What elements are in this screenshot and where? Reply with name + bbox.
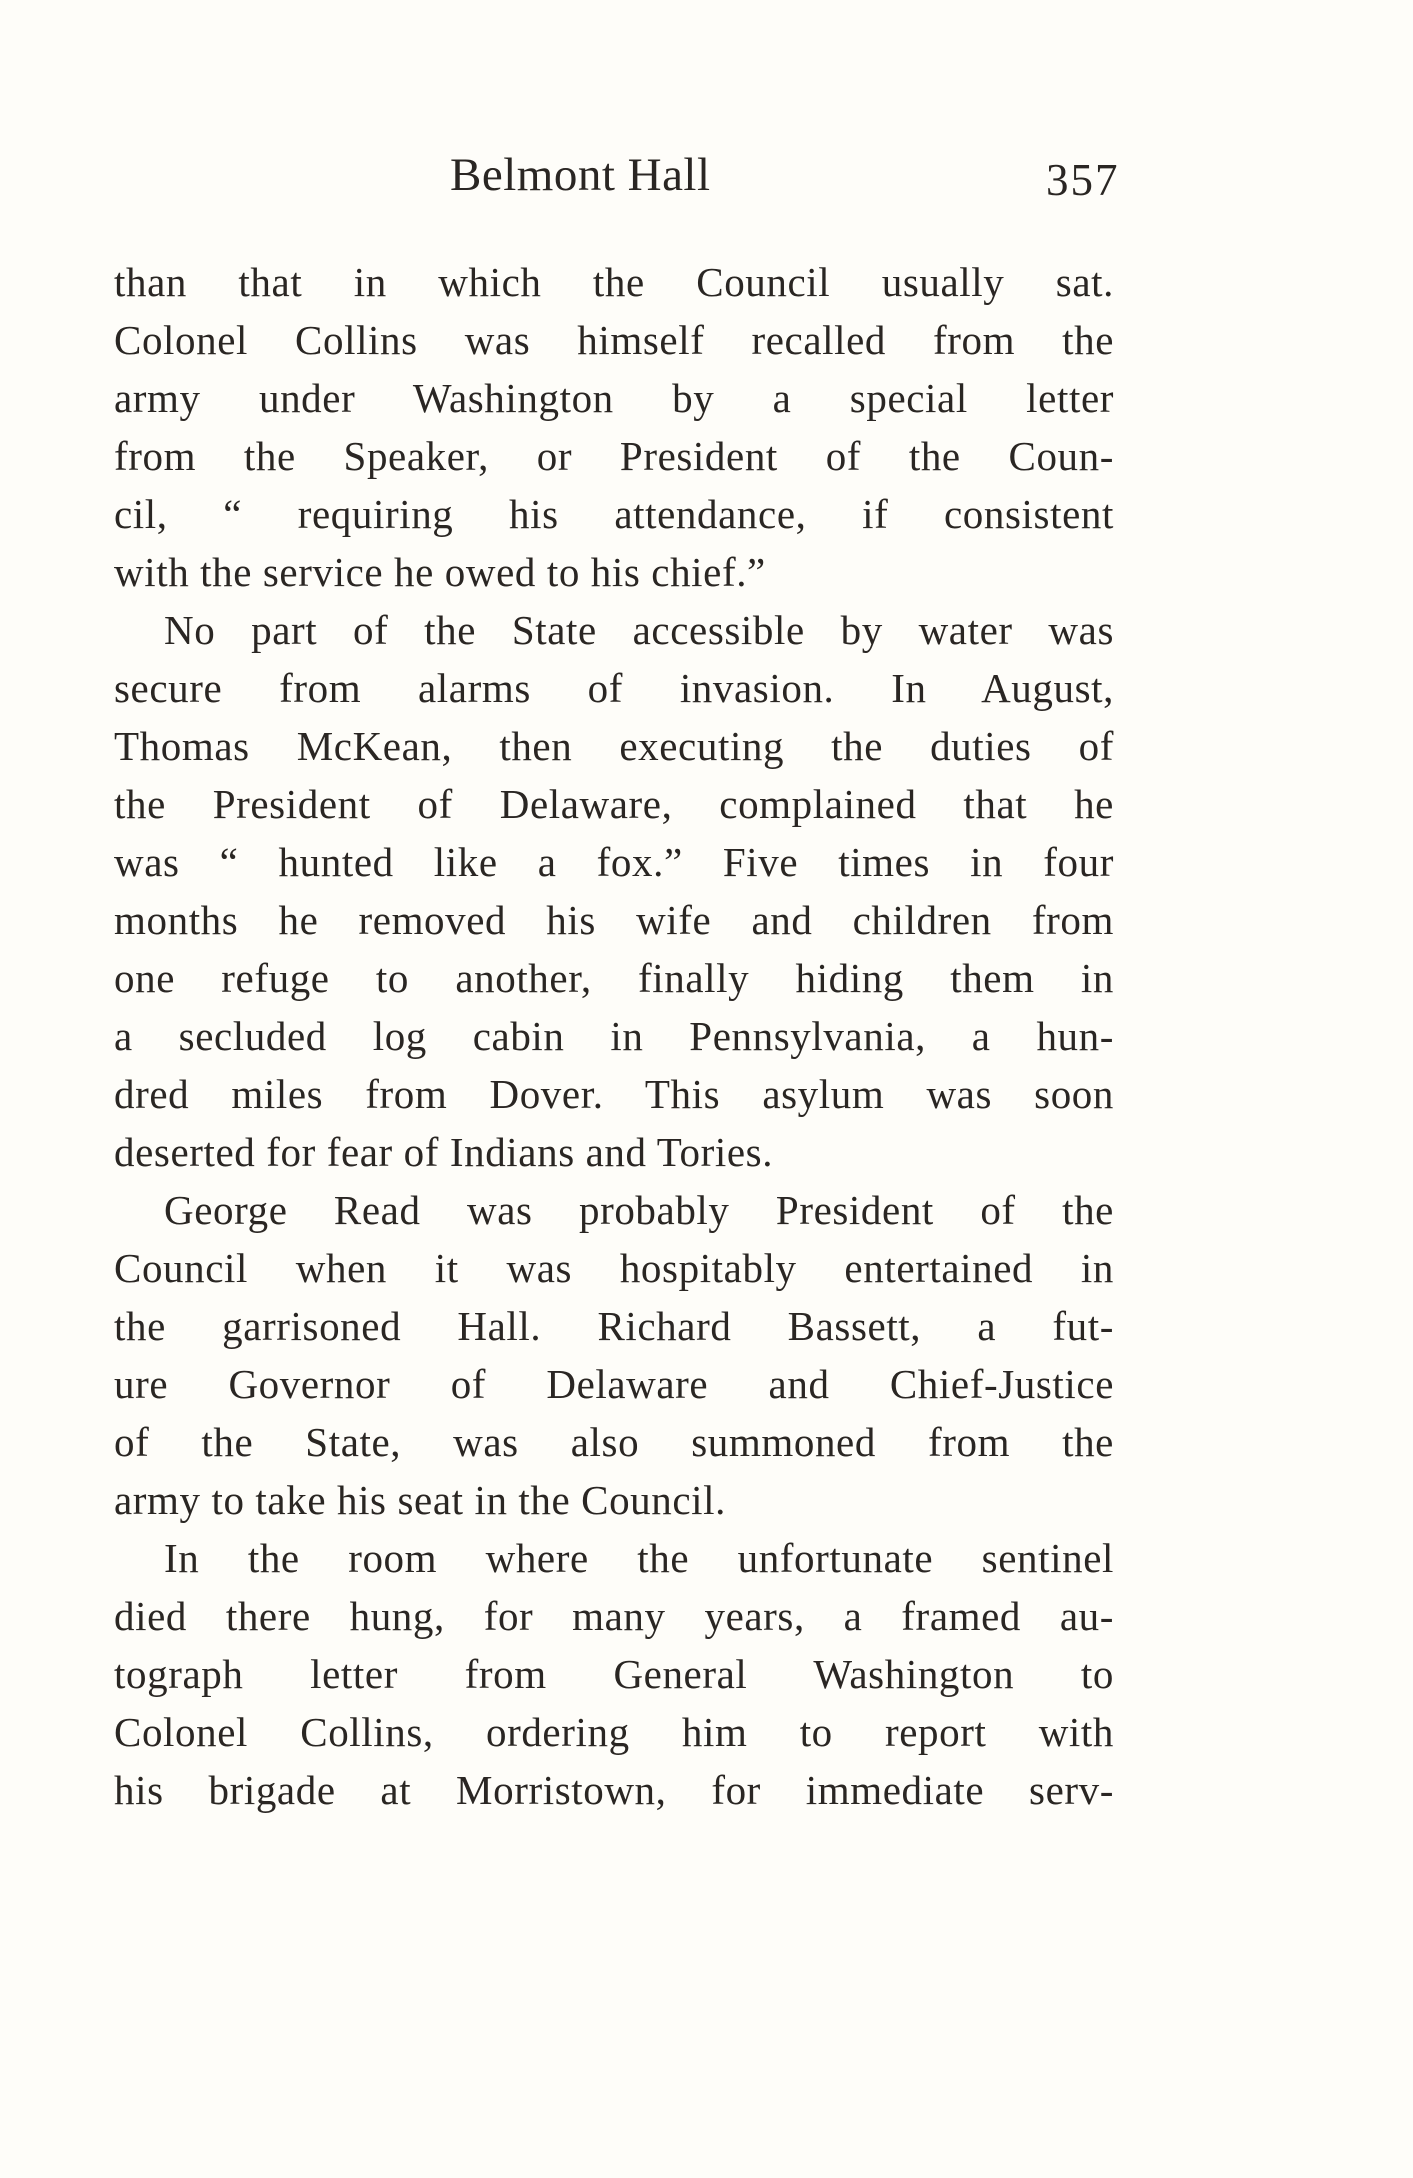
text-line: George Read was probably President of the <box>164 1187 1114 1233</box>
running-head <box>0 148 1413 208</box>
text-line: Thomas McKean, then executing the duties of <box>114 723 1114 769</box>
text-line: the President of Delaware, complained that he <box>114 781 1114 827</box>
text-line: Council when it was hospitably entertained in <box>114 1245 1114 1291</box>
text-line: army to take his seat in the Council. <box>114 1477 727 1523</box>
paragraph-3 <box>114 1181 1114 1529</box>
text-line: months he removed his wife and children from <box>114 897 1114 943</box>
text-line: tograph letter from General Washington to <box>114 1651 1114 1697</box>
text-line: was “ hunted like a fox.” Five times in four <box>114 839 1114 885</box>
text-line: cil, “ requiring his attendance, if consistent <box>114 491 1114 537</box>
text-line: army under Washington by a special letter <box>114 375 1114 421</box>
page-number: 357 <box>1046 155 1120 205</box>
text-line: Colonel Collins, ordering him to report with <box>114 1709 1114 1755</box>
body-text <box>114 253 1114 1819</box>
text-line: No part of the State accessible by water was <box>164 607 1114 653</box>
paragraph-1 <box>114 253 1114 601</box>
text-line: the garrisoned Hall. Richard Bassett, a fut- <box>114 1303 1114 1349</box>
text-line: dred miles from Dover. This asylum was soon <box>114 1071 1114 1117</box>
text-line: his brigade at Morristown, for immediate serv- <box>114 1767 1114 1813</box>
running-head-title: Belmont Hall <box>450 149 711 201</box>
text-line: ure Governor of Delaware and Chief-Justice <box>114 1361 1114 1407</box>
text-line: with the service he owed to his chief.” <box>114 549 766 595</box>
text-line: Colonel Collins was himself recalled from the <box>114 317 1114 363</box>
text-line: died there hung, for many years, a framed au- <box>114 1593 1114 1639</box>
text-line: from the Speaker, or President of the Coun- <box>114 433 1114 479</box>
text-line: of the State, was also summoned from the <box>114 1419 1114 1465</box>
text-line: than that in which the Council usually sat. <box>114 259 1114 305</box>
text-line: one refuge to another, finally hiding them in <box>114 955 1114 1001</box>
paragraph-4 <box>114 1529 1114 1819</box>
text-line: In the room where the unfortunate sentinel <box>164 1535 1114 1581</box>
text-line: secure from alarms of invasion. In August, <box>114 665 1114 711</box>
paragraph-2 <box>114 601 1114 1181</box>
text-line: a secluded log cabin in Pennsylvania, a hun- <box>114 1013 1114 1059</box>
text-line: deserted for fear of Indians and Tories. <box>114 1129 774 1175</box>
